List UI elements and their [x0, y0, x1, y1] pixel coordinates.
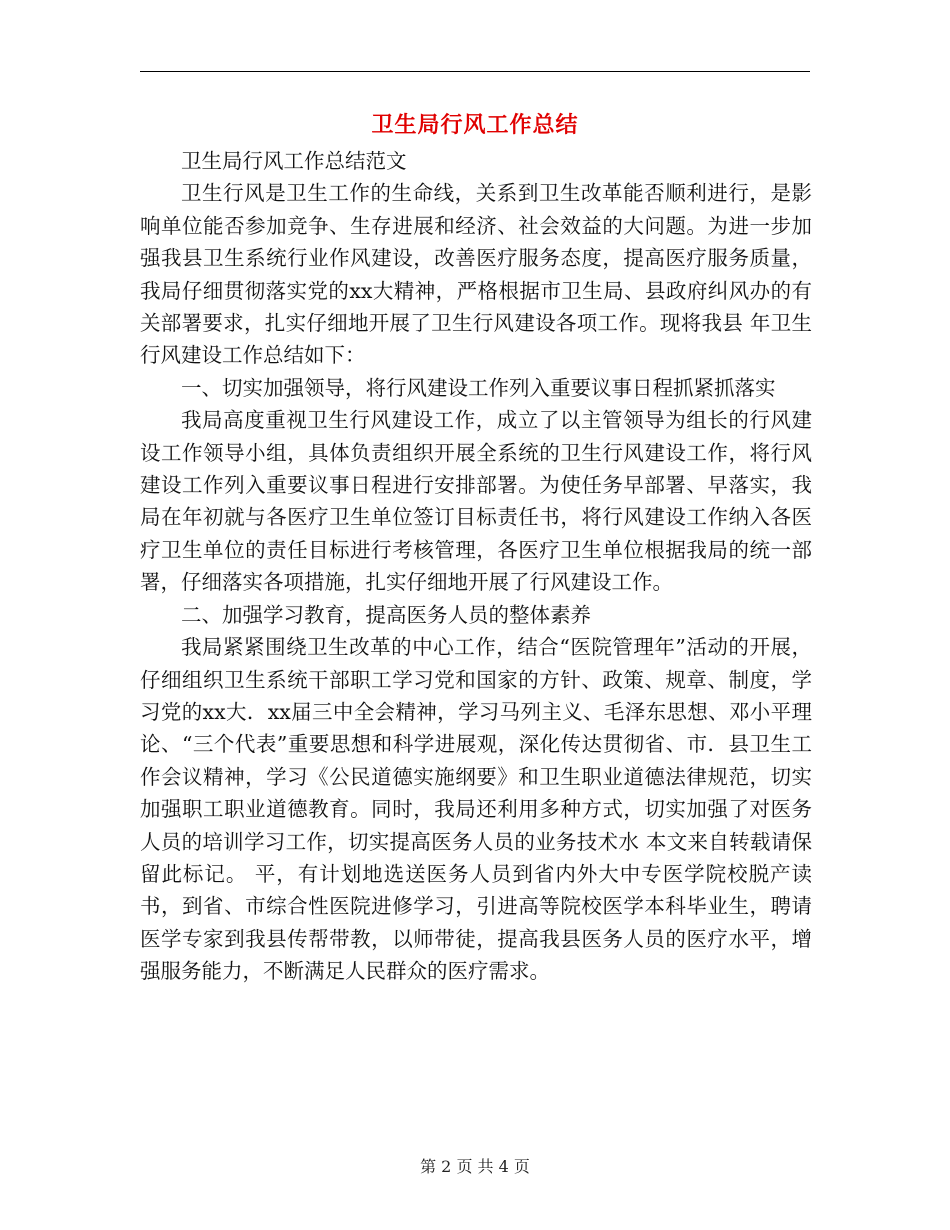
- intro-paragraph: 卫生行风是卫生工作的生命线，关系到卫生改革能否顺利进行，是影响单位能否参加竞争、生存进展和经济、社会效益的大问题。为进一步加强我县卫生系统行业作风建设，改善医疗服务态度，提高医疗服务质量，我局仔细贯彻落实党的xx大精神，严格根据市卫生局、县政府纠风办的有关部署要求，扎实仔细地开展了卫生行风建设各项工作。现将我县 年卫生行风建设工作总结如下：: [140, 181, 812, 368]
- body-paragraph-1: 我局高度重视卫生行风建设工作，成立了以主管领导为组长的行风建设工作领导小组，具体负责组织开展全系统的卫生行风建设工作，将行风建设工作列入重要议事日程进行安排部署。为使任务早部署、早落实，我局在年初就与各医疗卫生单位签订目标责任书，将行风建设工作纳入各医疗卫生单位的责任目标进行考核管理，各医疗卫生单位根据我局的统一部署，仔细落实各项措施，扎实仔细地开展了行风建设工作。: [140, 408, 812, 595]
- section-heading-1: 一、切实加强领导，将行风建设工作列入重要议事日程抓紧抓落实: [181, 375, 776, 400]
- section-heading-2: 二、加强学习教育，提高医务人员的整体素养: [181, 602, 591, 627]
- document-body: [140, 145, 812, 988]
- body-paragraph-2: 我局紧紧围绕卫生改革的中心工作，结合“医院管理年”活动的开展，仔细组织卫生系统干部职工学习党和国家的方针、政策、规章、制度，学习党的xx大．xx届三中全会精神，学习马列主义、毛泽东思想、邓小平理论、“三个代表”重要思想和科学进展观，深化传达贯彻省、市．县卫生工作会议精神，学习《公民道德实施纲要》和卫生职业道德法律规范，切实加强职工职业道德教育。同时，我局还利用多种方式，切实加强了对医务人员的培训学习工作，切实提高医务人员的业务技术水 本文来自转载请保留此标记。 平，有计划地选送医务人员到省内外大中专医学院校脱产读书，到省、市综合性医院进修学习，引进高等院校医学本科毕业生，聘请医学专家到我县传帮带教，以师带徒，提高我县医务人员的医疗水平，增强服务能力，不断满足人民群众的医疗需求。: [140, 635, 812, 984]
- page-number-footer: 第 2 页 共 4 页: [420, 1157, 530, 1176]
- subtitle-paragraph: 卫生局行风工作总结范文: [181, 149, 407, 173]
- header-rule: [140, 71, 810, 72]
- document-title: 卫生局行风工作总结: [371, 113, 579, 138]
